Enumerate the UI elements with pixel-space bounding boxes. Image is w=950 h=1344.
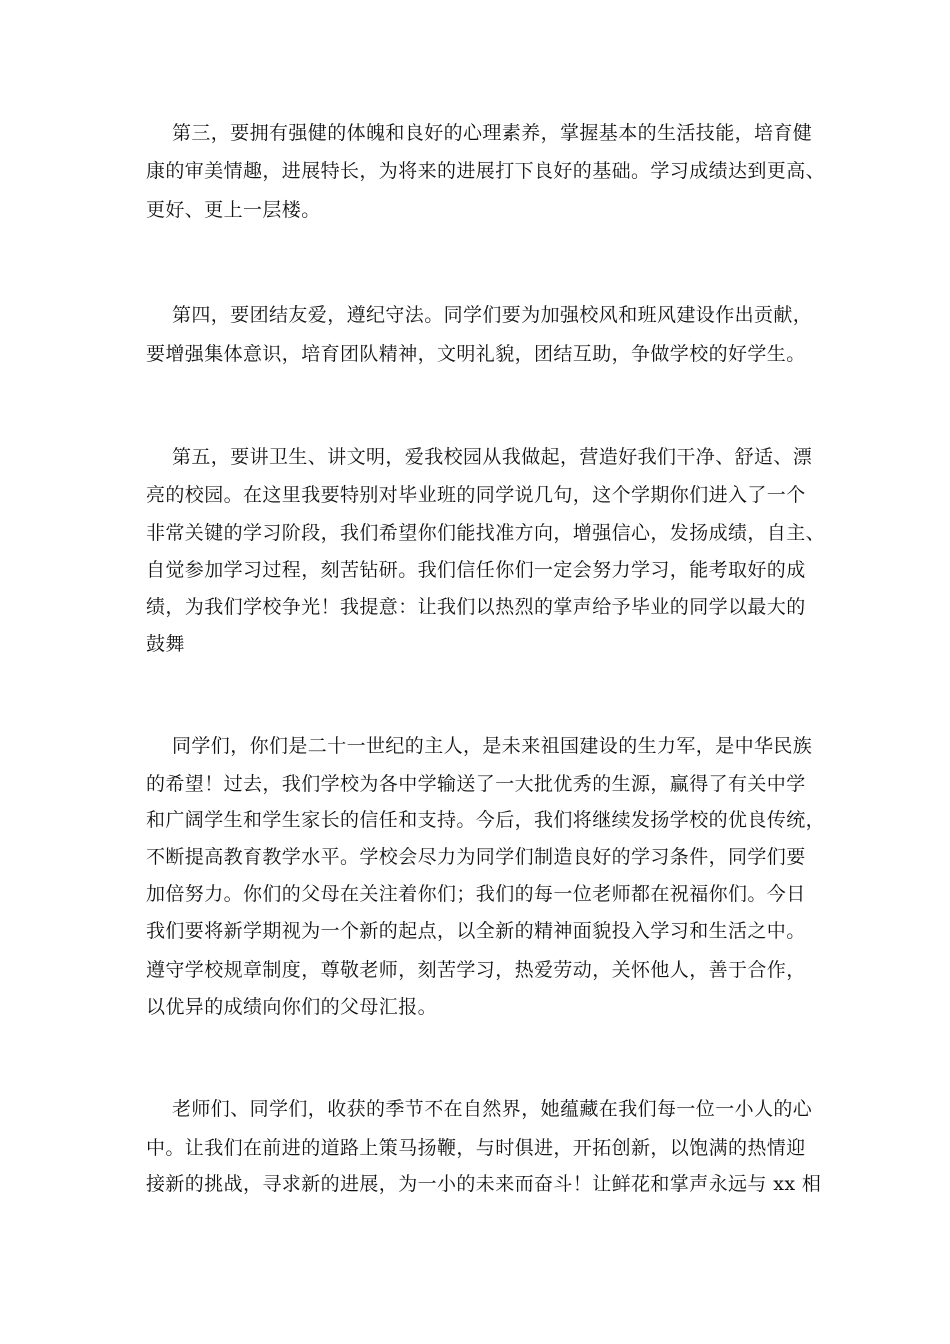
text-line: 不断提高教育教学水平。学校会尽力为同学们制造良好的学习条件，同学们要 <box>146 846 806 868</box>
text-line: 接新的挑战，寻求新的进展，为一小的未来而奋斗！让鲜花和掌声永远与 xx 相 <box>146 1173 822 1195</box>
text-line: 康的审美情趣，进展特长，为将来的进展打下良好的基础。学习成绩达到更高、 <box>146 160 826 182</box>
text-line: 第五，要讲卫生、讲文明，爱我校园从我做起，营造好我们干净、舒适、漂 <box>172 446 813 468</box>
text-line: 自觉参加学习过程，刻苦钻研。我们信任你们一定会努力学习，能考取好的成 <box>146 559 806 581</box>
text-line: 老师们、同学们，收获的季节不在自然界，她蕴藏在我们每一位一小人的心 <box>172 1098 813 1120</box>
text-line: 绩，为我们学校争光！我提意：让我们以热烈的掌声给予毕业的同学以最大的 <box>146 596 806 618</box>
text-line: 加倍努力。你们的父母在关注着你们；我们的每一位老师都在祝福你们。今日 <box>146 883 806 905</box>
text-line: 和广阔学生和学生家长的信任和支持。今后，我们将继续发扬学校的优良传统， <box>146 809 826 831</box>
text-line: 遵守学校规章制度，尊敬老师，刻苦学习，热爱劳动，关怀他人，善于合作， <box>146 959 806 981</box>
text-line: 鼓舞 <box>146 633 185 655</box>
text-line: 中。让我们在前进的道路上策马扬鞭，与时俱进，开拓创新，以饱满的热情迎 <box>146 1137 806 1159</box>
text-line: 的希望！过去，我们学校为各中学输送了一大批优秀的生源，赢得了有关中学 <box>146 773 806 795</box>
text-line: 同学们，你们是二十一世纪的主人，是未来祖国建设的生力军，是中华民族 <box>172 735 813 757</box>
text-line: 第三，要拥有强健的体魄和良好的心理素养，掌握基本的生活技能，培育健 <box>172 122 813 144</box>
text-line: 亮的校园。在这里我要特别对毕业班的同学说几句，这个学期你们进入了一个 <box>146 484 806 506</box>
text-line: 非常关键的学习阶段，我们希望你们能找准方向，增强信心，发扬成绩，自主、 <box>146 522 826 544</box>
text-line: 要增强集体意识，培育团队精神，文明礼貌，团结互助，争做学校的好学生。 <box>146 343 806 365</box>
text-line: 第四，要团结友爱，遵纪守法。同学们要为加强校风和班风建设作出贡献， <box>172 304 813 326</box>
text-line: 更好、更上一层楼。 <box>146 199 321 221</box>
text-line: 我们要将新学期视为一个新的起点，以全新的精神面貌投入学习和生活之中。 <box>146 920 806 942</box>
text-line: 以优异的成绩向你们的父母汇报。 <box>146 996 438 1018</box>
